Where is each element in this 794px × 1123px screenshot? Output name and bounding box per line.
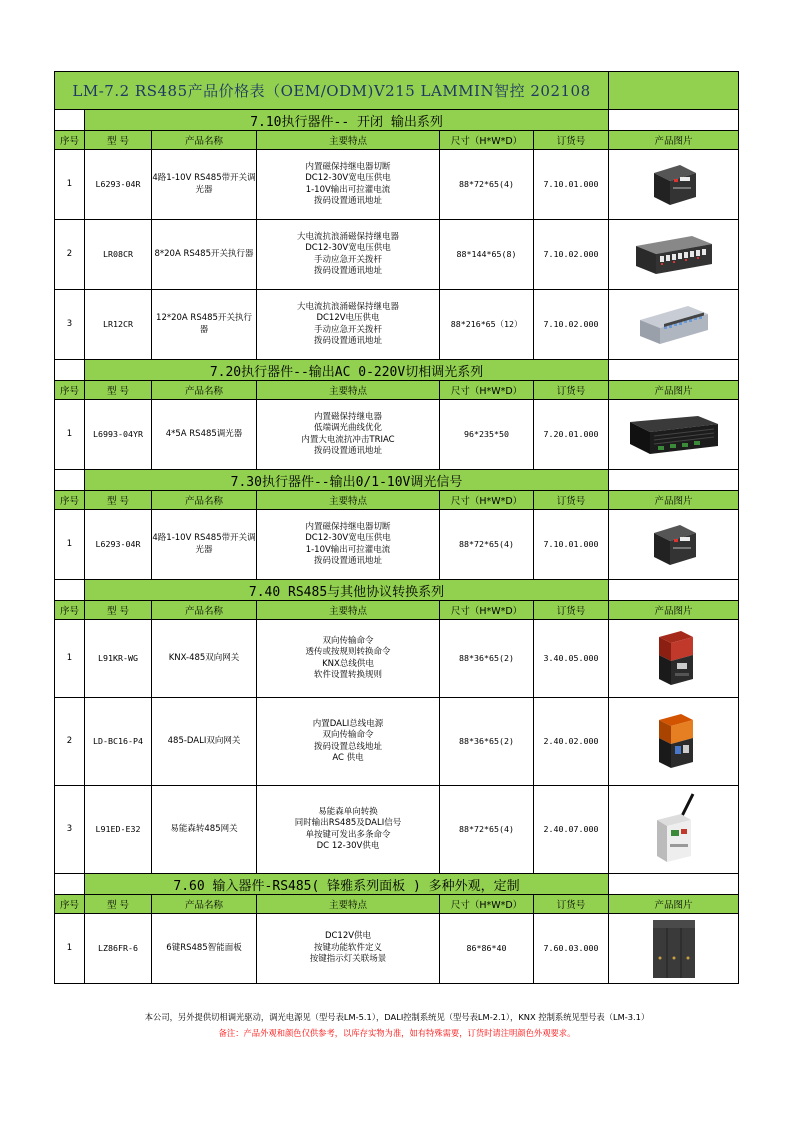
din-module-8ch-icon [609, 232, 738, 278]
column-header-size: 尺寸（H*W*D） [440, 895, 534, 914]
row-features [257, 400, 440, 470]
wall-panel-icon [609, 918, 738, 980]
feature-line: 同时输出RS485及DALI信号 [294, 818, 402, 828]
row-model: LR12CR [85, 290, 152, 360]
column-header-seq: 序号 [55, 601, 85, 620]
row-product-name: 4*5A RS485调光器 [152, 400, 257, 470]
row-product-image [609, 786, 739, 874]
row-seq: 1 [55, 620, 85, 698]
feature-line: 拨码设置通讯地址 [313, 196, 382, 206]
feature-line: 拨码设置通讯地址 [313, 446, 382, 456]
column-header-name: 产品名称 [152, 491, 257, 510]
column-header-name: 产品名称 [152, 131, 257, 150]
gateway-orange-icon [609, 710, 738, 774]
column-header-size: 尺寸（H*W*D） [440, 491, 534, 510]
row-seq: 3 [55, 786, 85, 874]
row-product-name: 8*20A RS485开关执行器 [152, 220, 257, 290]
table-row [55, 786, 739, 874]
feature-line: 内置磁保持继电器 [313, 411, 382, 422]
feature-line: 内置磁保持继电器切断 [305, 521, 391, 532]
row-product-image [609, 698, 739, 786]
row-model: L6993-04YR [85, 400, 152, 470]
column-header-model: 型 号 [85, 601, 152, 620]
row-size: 86*86*40 [440, 914, 534, 984]
column-header-row [55, 601, 739, 620]
row-model: L6293-04R [85, 150, 152, 220]
din-module-12ch-icon [609, 302, 738, 348]
column-header-order: 订货号 [534, 131, 609, 150]
gateway-red-icon [609, 627, 738, 691]
row-order-number: 7.20.01.000 [534, 400, 609, 470]
feature-line: 按键指示灯关联场景 [309, 954, 387, 965]
section-blank-cell [609, 580, 739, 601]
feature-line: 大电流抗浪涌磁保持继电器 [296, 301, 399, 312]
feature-line: DC12-30V宽电压供电 [305, 533, 391, 543]
row-order-number: 7.60.03.000 [534, 914, 609, 984]
row-seq: 3 [55, 290, 85, 360]
row-model: L91ED-E32 [85, 786, 152, 874]
row-features [257, 150, 440, 220]
feature-line: 拨码设置通讯地址 [313, 556, 382, 566]
row-order-number: 7.10.02.000 [534, 290, 609, 360]
column-header-size: 尺寸（H*W*D） [440, 601, 534, 620]
row-features [257, 290, 440, 360]
column-header-seq: 序号 [55, 381, 85, 400]
column-header-image: 产品图片 [609, 895, 739, 914]
page-title: LM-7.2 RS485产品价格表（OEM/ODM)V215 LAMMIN智控 202108 [55, 72, 609, 110]
row-features [257, 698, 440, 786]
row-product-name: 4路1-10V RS485带开关调光器 [152, 510, 257, 580]
row-product-image [609, 620, 739, 698]
section-title: 7.60 输入器件-RS485( 锋雅系列面板 ) 多种外观，定制 [85, 874, 609, 895]
row-size: 88*36*65(2) [440, 698, 534, 786]
table-row [55, 620, 739, 698]
row-size: 88*72*65(4) [440, 510, 534, 580]
section-blank-cell [55, 470, 85, 491]
row-product-image [609, 150, 739, 220]
column-header-row [55, 895, 739, 914]
row-seq: 1 [55, 510, 85, 580]
row-features [257, 510, 440, 580]
section-blank-cell [55, 874, 85, 895]
column-header-features: 主要特点 [257, 381, 440, 400]
column-header-name: 产品名称 [152, 601, 257, 620]
feature-line: DC12V供电 [324, 931, 372, 942]
row-product-image [609, 914, 739, 984]
row-product-name: 4路1-10V RS485带开关调光器 [152, 150, 257, 220]
section-header [55, 470, 739, 491]
row-seq: 1 [55, 400, 85, 470]
feature-line: 按键功能软件定义 [313, 942, 382, 953]
column-header-order: 订货号 [534, 491, 609, 510]
section-title: 7.30执行器件--输出0/1-10V调光信号 [85, 470, 609, 491]
column-header-image: 产品图片 [609, 381, 739, 400]
feature-line: 双向传输命令 [322, 730, 374, 740]
column-header-model: 型 号 [85, 381, 152, 400]
din-box-dark-icon [609, 159, 738, 211]
column-header-seq: 序号 [55, 131, 85, 150]
row-order-number: 2.40.07.000 [534, 786, 609, 874]
section-header [55, 874, 739, 895]
column-header-features: 主要特点 [257, 491, 440, 510]
section-header [55, 110, 739, 131]
row-seq: 1 [55, 150, 85, 220]
feature-line: KNX总线供电 [322, 658, 374, 669]
footnote: 本公司，另外提供切相调光驱动，调光电源见（型号表LM-5.1），DALI控制系统见（型号表LM-2.1），KNX 控制系统见型号表（LM-3.1） [144, 1012, 650, 1022]
feature-line: DC12-30V宽电压供电 [305, 173, 391, 183]
row-order-number: 3.40.05.000 [534, 620, 609, 698]
feature-line: 单按键可发出多条命令 [305, 829, 391, 840]
column-header-image: 产品图片 [609, 601, 739, 620]
row-size: 88*72*65(4) [440, 786, 534, 874]
feature-line: AC 供电 [332, 753, 364, 763]
feature-line: 易能森单向转换 [318, 806, 378, 817]
table-row [55, 400, 739, 470]
row-size: 88*144*65(8) [440, 220, 534, 290]
feature-line: DC 12-30V供电 [316, 841, 380, 851]
column-header-name: 产品名称 [152, 381, 257, 400]
row-product-image [609, 510, 739, 580]
feature-line: 软件设置转换规则 [313, 670, 382, 680]
row-product-name: 12*20A RS485开关执行器 [152, 290, 257, 360]
column-header-model: 型 号 [85, 491, 152, 510]
row-model: LD-BC16-P4 [85, 698, 152, 786]
section-blank-cell [55, 110, 85, 131]
table-row [55, 698, 739, 786]
feature-line: 大电流抗浪涌磁保持继电器 [296, 231, 399, 242]
row-order-number: 7.10.01.000 [534, 510, 609, 580]
row-model: L6293-04R [85, 510, 152, 580]
feature-line: DC12V电压供电 [316, 313, 380, 323]
row-model: L91KR-WG [85, 620, 152, 698]
feature-line: 内置大电流抗冲击TRIAC [301, 434, 395, 445]
section-blank-cell [609, 874, 739, 895]
column-header-seq: 序号 [55, 491, 85, 510]
feature-line: 内置DALI总线电源 [312, 718, 384, 729]
section-title: 7.10执行器件-- 开闭 输出系列 [85, 110, 609, 131]
column-header-row [55, 491, 739, 510]
row-model: LR08CR [85, 220, 152, 290]
section-title: 7.40 RS485与其他协议转换系列 [85, 580, 609, 601]
column-header-image: 产品图片 [609, 491, 739, 510]
row-product-image [609, 400, 739, 470]
column-header-name: 产品名称 [152, 895, 257, 914]
column-header-image: 产品图片 [609, 131, 739, 150]
row-size: 88*216*65（12） [440, 290, 534, 360]
row-product-name: 6键RS485智能面板 [152, 914, 257, 984]
section-header [55, 360, 739, 381]
feature-line: 1-10V输出可拉灌电流 [305, 544, 391, 555]
feature-line: 内置磁保持继电器切断 [305, 161, 391, 172]
dimmer-box-icon [609, 412, 738, 458]
section-blank-cell [609, 470, 739, 491]
column-header-model: 型 号 [85, 895, 152, 914]
section-blank-cell [609, 360, 739, 381]
row-product-name: KNX-485双向网关 [152, 620, 257, 698]
row-features [257, 786, 440, 874]
row-size: 88*72*65(4) [440, 150, 534, 220]
section-blank-cell [609, 110, 739, 131]
feature-line: DC12-30V宽电压供电 [305, 243, 391, 253]
table-row [55, 220, 739, 290]
section-blank-cell [55, 580, 85, 601]
feature-line: 双向传输命令 [322, 635, 374, 646]
remark-note: 备注：产品外观和颜色仅供参考，以库存实物为准，如有特殊需要，订货时请注明颜色外观要求。 [218, 1028, 576, 1038]
price-table [54, 71, 739, 984]
row-order-number: 2.40.02.000 [534, 698, 609, 786]
row-product-image [609, 220, 739, 290]
row-product-image [609, 290, 739, 360]
row-product-name: 485-DALI双向网关 [152, 698, 257, 786]
title-row [55, 72, 739, 110]
column-header-order: 订货号 [534, 381, 609, 400]
din-box-dark-icon [609, 519, 738, 571]
table-row [55, 290, 739, 360]
column-header-order: 订货号 [534, 601, 609, 620]
table-row [55, 150, 739, 220]
feature-line: 低端调光曲线优化 [313, 423, 382, 433]
column-header-size: 尺寸（H*W*D） [440, 381, 534, 400]
feature-line: 手动应急开关拨杆 [313, 324, 382, 335]
column-header-model: 型 号 [85, 131, 152, 150]
section-blank-cell [55, 360, 85, 381]
row-size: 88*36*65(2) [440, 620, 534, 698]
row-product-name: 易能森转485网关 [152, 786, 257, 874]
feature-line: 拨码设置总线地址 [313, 741, 382, 752]
feature-line: 拨码设置通讯地址 [313, 336, 382, 346]
section-title: 7.20执行器件--输出AC 0-220V切相调光系列 [85, 360, 609, 381]
column-header-features: 主要特点 [257, 895, 440, 914]
row-seq: 2 [55, 220, 85, 290]
row-order-number: 7.10.02.000 [534, 220, 609, 290]
section-header [55, 580, 739, 601]
table-row [55, 510, 739, 580]
feature-line: 拨码设置通讯地址 [313, 266, 382, 276]
feature-line: 透传或按规则转换命令 [305, 647, 391, 657]
row-features [257, 220, 440, 290]
column-header-features: 主要特点 [257, 131, 440, 150]
row-order-number: 7.10.01.000 [534, 150, 609, 220]
row-features [257, 620, 440, 698]
feature-line: 1-10V输出可拉灌电流 [305, 184, 391, 195]
column-header-size: 尺寸（H*W*D） [440, 131, 534, 150]
title-blank-cell [609, 72, 739, 110]
feature-line: 手动应急开关拨杆 [313, 254, 382, 265]
column-header-row [55, 131, 739, 150]
column-header-row [55, 381, 739, 400]
column-header-order: 订货号 [534, 895, 609, 914]
row-seq: 1 [55, 914, 85, 984]
row-size: 96*235*50 [440, 400, 534, 470]
column-header-seq: 序号 [55, 895, 85, 914]
row-features [257, 914, 440, 984]
table-row [55, 914, 739, 984]
gateway-antenna-icon [609, 792, 738, 868]
row-model: LZ86FR-6 [85, 914, 152, 984]
row-seq: 2 [55, 698, 85, 786]
column-header-features: 主要特点 [257, 601, 440, 620]
